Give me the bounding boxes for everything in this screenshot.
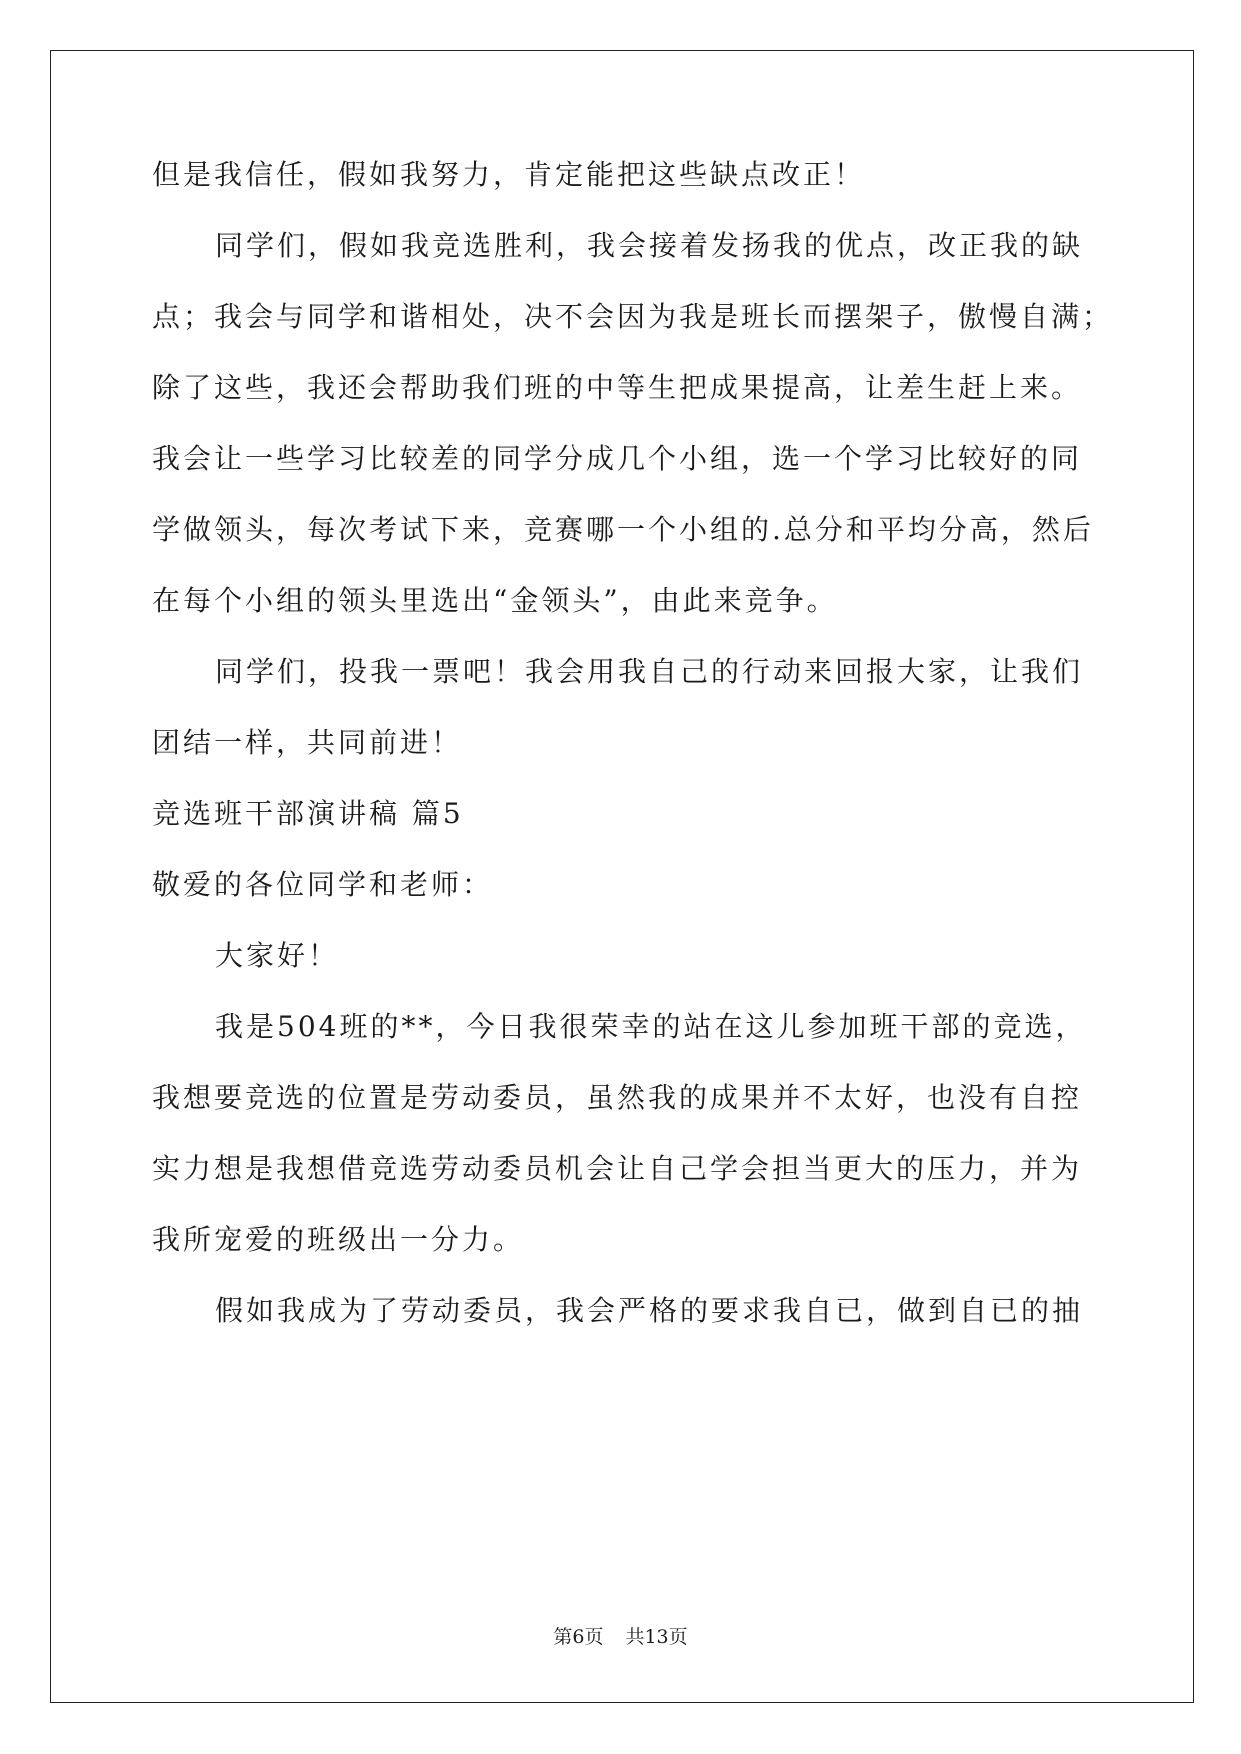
body-line-15: 实力想是我想借竞选劳动委员机会让自己学会担当更大的压力，并为 — [152, 1152, 1083, 1185]
body-line-5: 我会让一些学习比较差的同学分成几个小组，选一个学习比较好的同 — [152, 442, 1083, 475]
body-line-8: 同学们，投我一票吧！我会用我自己的行动来回报大家，让我们 — [215, 655, 1084, 688]
page-footer — [0, 1625, 1241, 1649]
body-line-3: 点；我会与同学和谐相处，决不会因为我是班长而摆架子，傲慢自满； — [152, 300, 1114, 333]
body-line-2: 同学们，假如我竞选胜利，我会接着发扬我的优点，改正我的缺 — [215, 229, 1084, 262]
body-line-7: 在每个小组的领头里选出“金领头”，由此来竞争。 — [152, 584, 838, 617]
section-heading: 竞选班干部演讲稿 篇5 — [152, 797, 464, 830]
body-line-6: 学做领头，每次考试下来，竞赛哪一个小组的.总分和平均分高，然后 — [152, 513, 1094, 546]
salutation: 敬爱的各位同学和老师： — [152, 868, 494, 901]
body-line-1: 但是我信任，假如我努力，肯定能把这些缺点改正！ — [152, 158, 866, 191]
body-line-4: 除了这些，我还会帮助我们班的中等生把成果提高，让差生赶上来。 — [152, 371, 1083, 404]
body-line-14: 我想要竞选的位置是劳动委员，虽然我的成果并不太好，也没有自控 — [152, 1081, 1083, 1114]
body-line-9: 团结一样，共同前进！ — [152, 726, 463, 759]
page-number: 第6页 — [553, 1626, 604, 1648]
page-total: 共13页 — [625, 1626, 688, 1648]
body-line-17: 假如我成为了劳动委员，我会严格的要求我自已，做到自已的抽 — [215, 1294, 1084, 1327]
body-line-13: 我是504班的**，今日我很荣幸的站在这儿参加班干部的竞选， — [215, 1010, 1087, 1043]
body-line-16: 我所宠爱的班级出一分力。 — [152, 1223, 525, 1256]
greeting: 大家好！ — [215, 939, 340, 972]
